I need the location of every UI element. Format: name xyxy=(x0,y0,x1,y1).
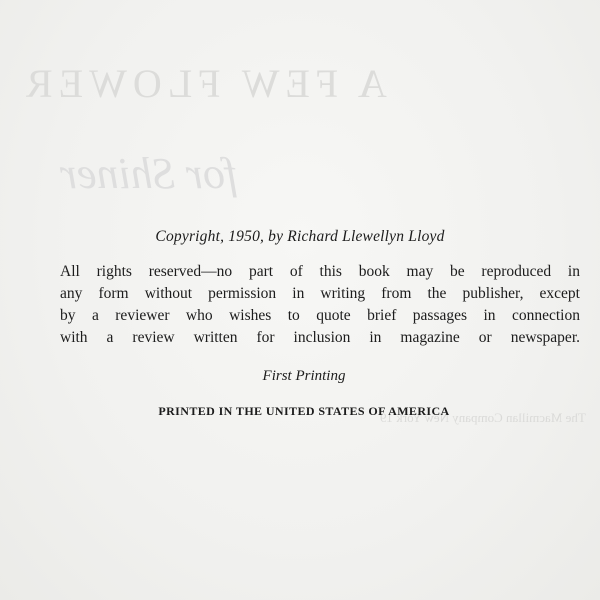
show-through-subtitle: for Shiner xyxy=(60,149,238,198)
rights-line: by a reviewer who wishes to quote brief passages in connection xyxy=(60,307,580,324)
rights-line: with a review written for inclusion in magazine or newspaper. xyxy=(60,329,580,346)
rights-reserved-paragraph xyxy=(60,261,580,349)
printing-edition: First Printing xyxy=(262,368,346,384)
rights-line: All rights reserved—no part of this book may be reproduced in xyxy=(60,263,580,280)
rights-line: any form without permission in writing from the publisher, except xyxy=(60,285,580,302)
show-through-publisher: The Macmillan Company New York 19 xyxy=(380,410,586,425)
copyright-notice: Copyright, 1950, by Richard Llewellyn Lloyd xyxy=(155,228,445,245)
show-through-title: A FEW FLOWER xyxy=(20,61,387,106)
printed-in-country: PRINTED IN THE UNITED STATES OF AMERICA xyxy=(158,404,450,418)
